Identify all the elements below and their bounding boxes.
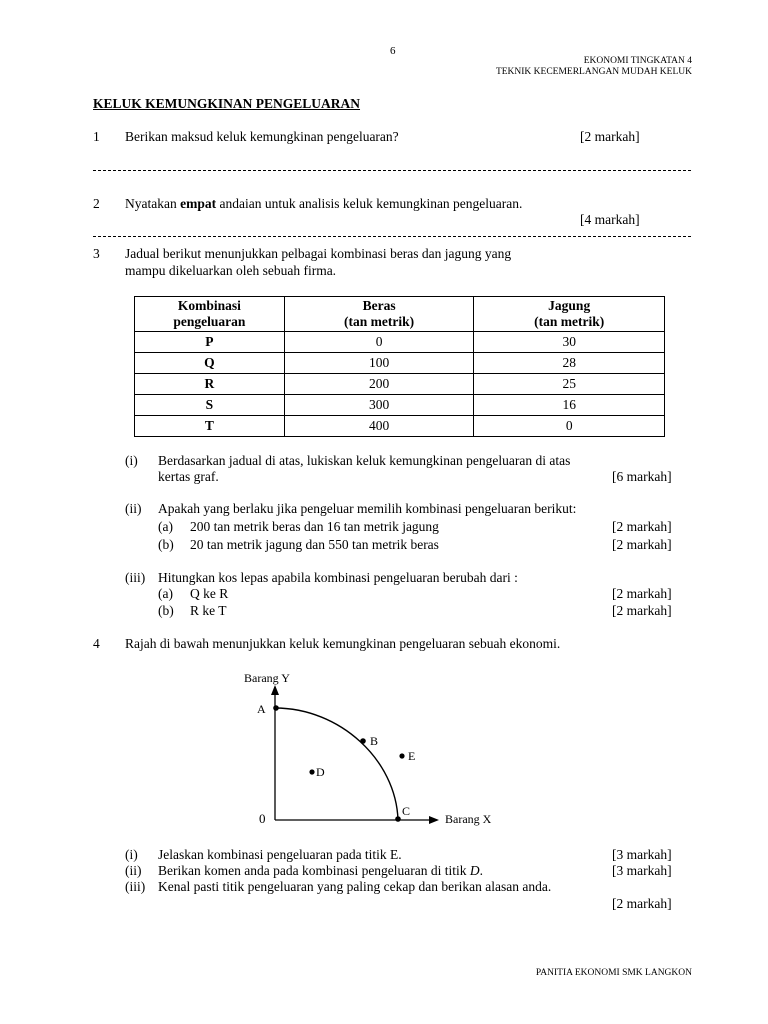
q1-number: 1 — [93, 129, 100, 144]
point-b — [360, 738, 366, 744]
table-row — [135, 374, 665, 395]
q3-ii-a-marks: [2 markah] — [612, 519, 672, 534]
q3-i-number: (i) — [125, 453, 138, 468]
production-table — [134, 296, 665, 437]
q4-iii-marks: [2 markah] — [612, 896, 672, 911]
q3-ii-b-marks: [2 markah] — [612, 537, 672, 552]
q3-ii-a-text: 200 tan metrik beras dan 16 tan metrik jagung — [190, 519, 439, 534]
q3-i-line1: Berdasarkan jadual di atas, lukiskan keluk kemungkinan pengeluaran di atas — [158, 453, 571, 468]
q2-text: Nyatakan empat andaian untuk analisis keluk kemungkinan pengeluaran. — [125, 196, 523, 211]
q3-ii-b-text: 20 tan metrik jagung dan 550 tan metrik beras — [190, 537, 439, 552]
col-header-beras: Beras (tan metrik) — [284, 297, 474, 332]
q4-i-marks: [3 markah] — [612, 847, 672, 862]
page-title: KELUK KEMUNGKINAN PENGELUARAN — [93, 96, 361, 111]
point-d — [309, 769, 314, 774]
ppc-curve — [275, 708, 398, 820]
q2-number: 2 — [93, 196, 100, 211]
page-number: 6 — [390, 45, 396, 57]
q3-iii-a-label: (a) — [158, 586, 173, 601]
q4-number: 4 — [93, 636, 100, 651]
q3-intro-line1: Jadual berikut menunjukkan pelbagai kombinasi beras dan jagung yang — [125, 246, 512, 261]
q3-ii-text: Apakah yang berlaku jika pengeluar memilih kombinasi pengeluaran berikut: — [158, 501, 577, 516]
q3-iii-number: (iii) — [125, 570, 146, 585]
table-row — [135, 416, 665, 437]
point-d-label: D — [316, 765, 325, 779]
ppc-diagram — [230, 665, 520, 835]
header-series: TEKNIK KECEMERLANGAN MUDAH KELUK — [495, 67, 692, 77]
cell-combo: Q — [135, 353, 285, 374]
cell-jagung: 0 — [474, 416, 665, 437]
q3-ii-a-label: (a) — [158, 519, 173, 534]
cell-combo: P — [135, 332, 285, 353]
q3-i-line2: kertas graf. — [158, 469, 219, 484]
point-a — [273, 705, 279, 711]
x-axis-arrow — [429, 816, 439, 824]
q4-iii-text: Kenal pasti titik pengeluaran yang paling cekap dan berikan alasan anda. — [158, 879, 552, 894]
q3-number: 3 — [93, 246, 100, 261]
origin-label: 0 — [259, 811, 266, 826]
x-axis-label: Barang X — [445, 812, 492, 826]
answer-line — [93, 170, 691, 171]
cell-beras: 0 — [284, 332, 474, 353]
cell-beras: 300 — [284, 395, 474, 416]
q2-marks: [4 markah] — [580, 212, 640, 227]
table-row — [135, 353, 665, 374]
q4-ii-text: Berikan komen anda pada kombinasi pengeluaran di titik D. — [158, 863, 484, 878]
q3-iii-b-text: R ke T — [190, 603, 227, 618]
footer: PANITIA EKONOMI SMK LANGKON — [535, 968, 692, 978]
y-axis-label: Barang Y — [244, 671, 290, 685]
q4-i-number: (i) — [125, 847, 138, 862]
q1-text: Berikan maksud keluk kemungkinan pengeluaran? — [125, 129, 399, 144]
table-row — [135, 332, 665, 353]
q3-iii-a-marks: [2 markah] — [612, 586, 672, 601]
cell-beras: 200 — [284, 374, 474, 395]
q4-ii-marks: [3 markah] — [612, 863, 672, 878]
q3-intro-line2: mampu dikeluarkan oleh sebuah firma. — [125, 263, 337, 278]
header-subject: EKONOMI TINGKATAN 4 — [583, 56, 692, 66]
q3-iii-b-label: (b) — [158, 603, 174, 618]
cell-jagung: 30 — [474, 332, 665, 353]
cell-combo: S — [135, 395, 285, 416]
q3-i-marks: [6 markah] — [612, 469, 672, 484]
q3-iii-b-marks: [2 markah] — [612, 603, 672, 618]
y-axis-arrow — [271, 685, 279, 695]
point-b-label: B — [370, 734, 379, 748]
q4-i-text: Jelaskan kombinasi pengeluaran pada titik E. — [158, 847, 402, 862]
col-header-jagung: Jagung (tan metrik) — [474, 297, 665, 332]
point-c — [395, 816, 401, 822]
q3-iii-a-text: Q ke R — [190, 586, 229, 601]
cell-jagung: 28 — [474, 353, 665, 374]
q3-ii-b-label: (b) — [158, 537, 174, 552]
point-e-label: E — [408, 749, 416, 763]
cell-beras: 400 — [284, 416, 474, 437]
cell-jagung: 16 — [474, 395, 665, 416]
point-a-label: A — [257, 702, 266, 716]
cell-combo: T — [135, 416, 285, 437]
point-e — [399, 753, 404, 758]
q4-text: Rajah di bawah menunjukkan keluk kemungkinan pengeluaran sebuah ekonomi. — [125, 636, 561, 651]
cell-beras: 100 — [284, 353, 474, 374]
cell-jagung: 25 — [474, 374, 665, 395]
cell-combo: R — [135, 374, 285, 395]
col-header-combo: Kombinasi pengeluaran — [135, 297, 285, 332]
table-row — [135, 395, 665, 416]
q4-ii-number: (ii) — [125, 863, 142, 878]
q3-ii-number: (ii) — [125, 501, 142, 516]
point-c-label: C — [402, 804, 411, 818]
table-header-row — [135, 297, 665, 332]
q1-marks: [2 markah] — [580, 129, 640, 144]
answer-line — [93, 236, 691, 237]
q3-iii-text: Hitungkan kos lepas apabila kombinasi pengeluaran berubah dari : — [158, 570, 518, 585]
q4-iii-number: (iii) — [125, 879, 146, 894]
